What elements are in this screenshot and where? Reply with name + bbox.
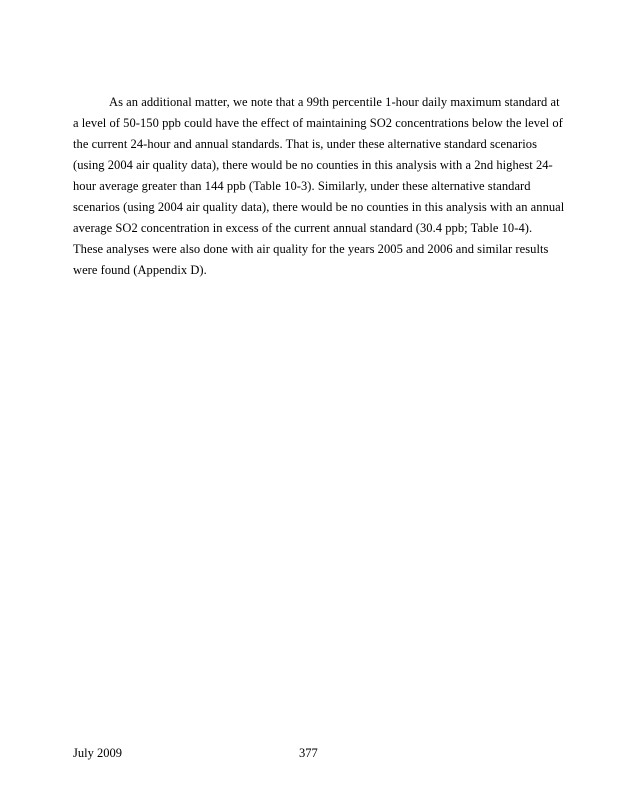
footer-date: July 2009 [73,746,122,760]
footer-page-number: 377 [299,746,318,760]
paragraph-line: were found (Appendix D). [73,263,207,277]
paragraph-line: As an additional matter, we note that a 99th percentile 1-hour daily maximum standard at [109,95,560,109]
paragraph-line: average SO2 concentration in excess of the current annual standard (30.4 ppb; Table 10-4). [73,221,533,235]
paragraph-line: hour average greater than 144 ppb (Table 10-3). Similarly, under these alternative standard [73,179,531,193]
paragraph-line: (using 2004 air quality data), there would be no counties in this analysis with a 2nd highest 24- [73,158,553,172]
paragraph-line: scenarios (using 2004 air quality data), there would be no counties in this analysis with an annual [73,200,565,214]
paragraph-line: These analyses were also done with air quality for the years 2005 and 2006 and similar results [73,242,549,256]
paragraph-line: a level of 50-150 ppb could have the effect of maintaining SO2 concentrations below the level of [73,116,563,130]
body-paragraph [73,92,573,281]
paragraph-line: the current 24-hour and annual standards. That is, under these alternative standard scenarios [73,137,537,151]
